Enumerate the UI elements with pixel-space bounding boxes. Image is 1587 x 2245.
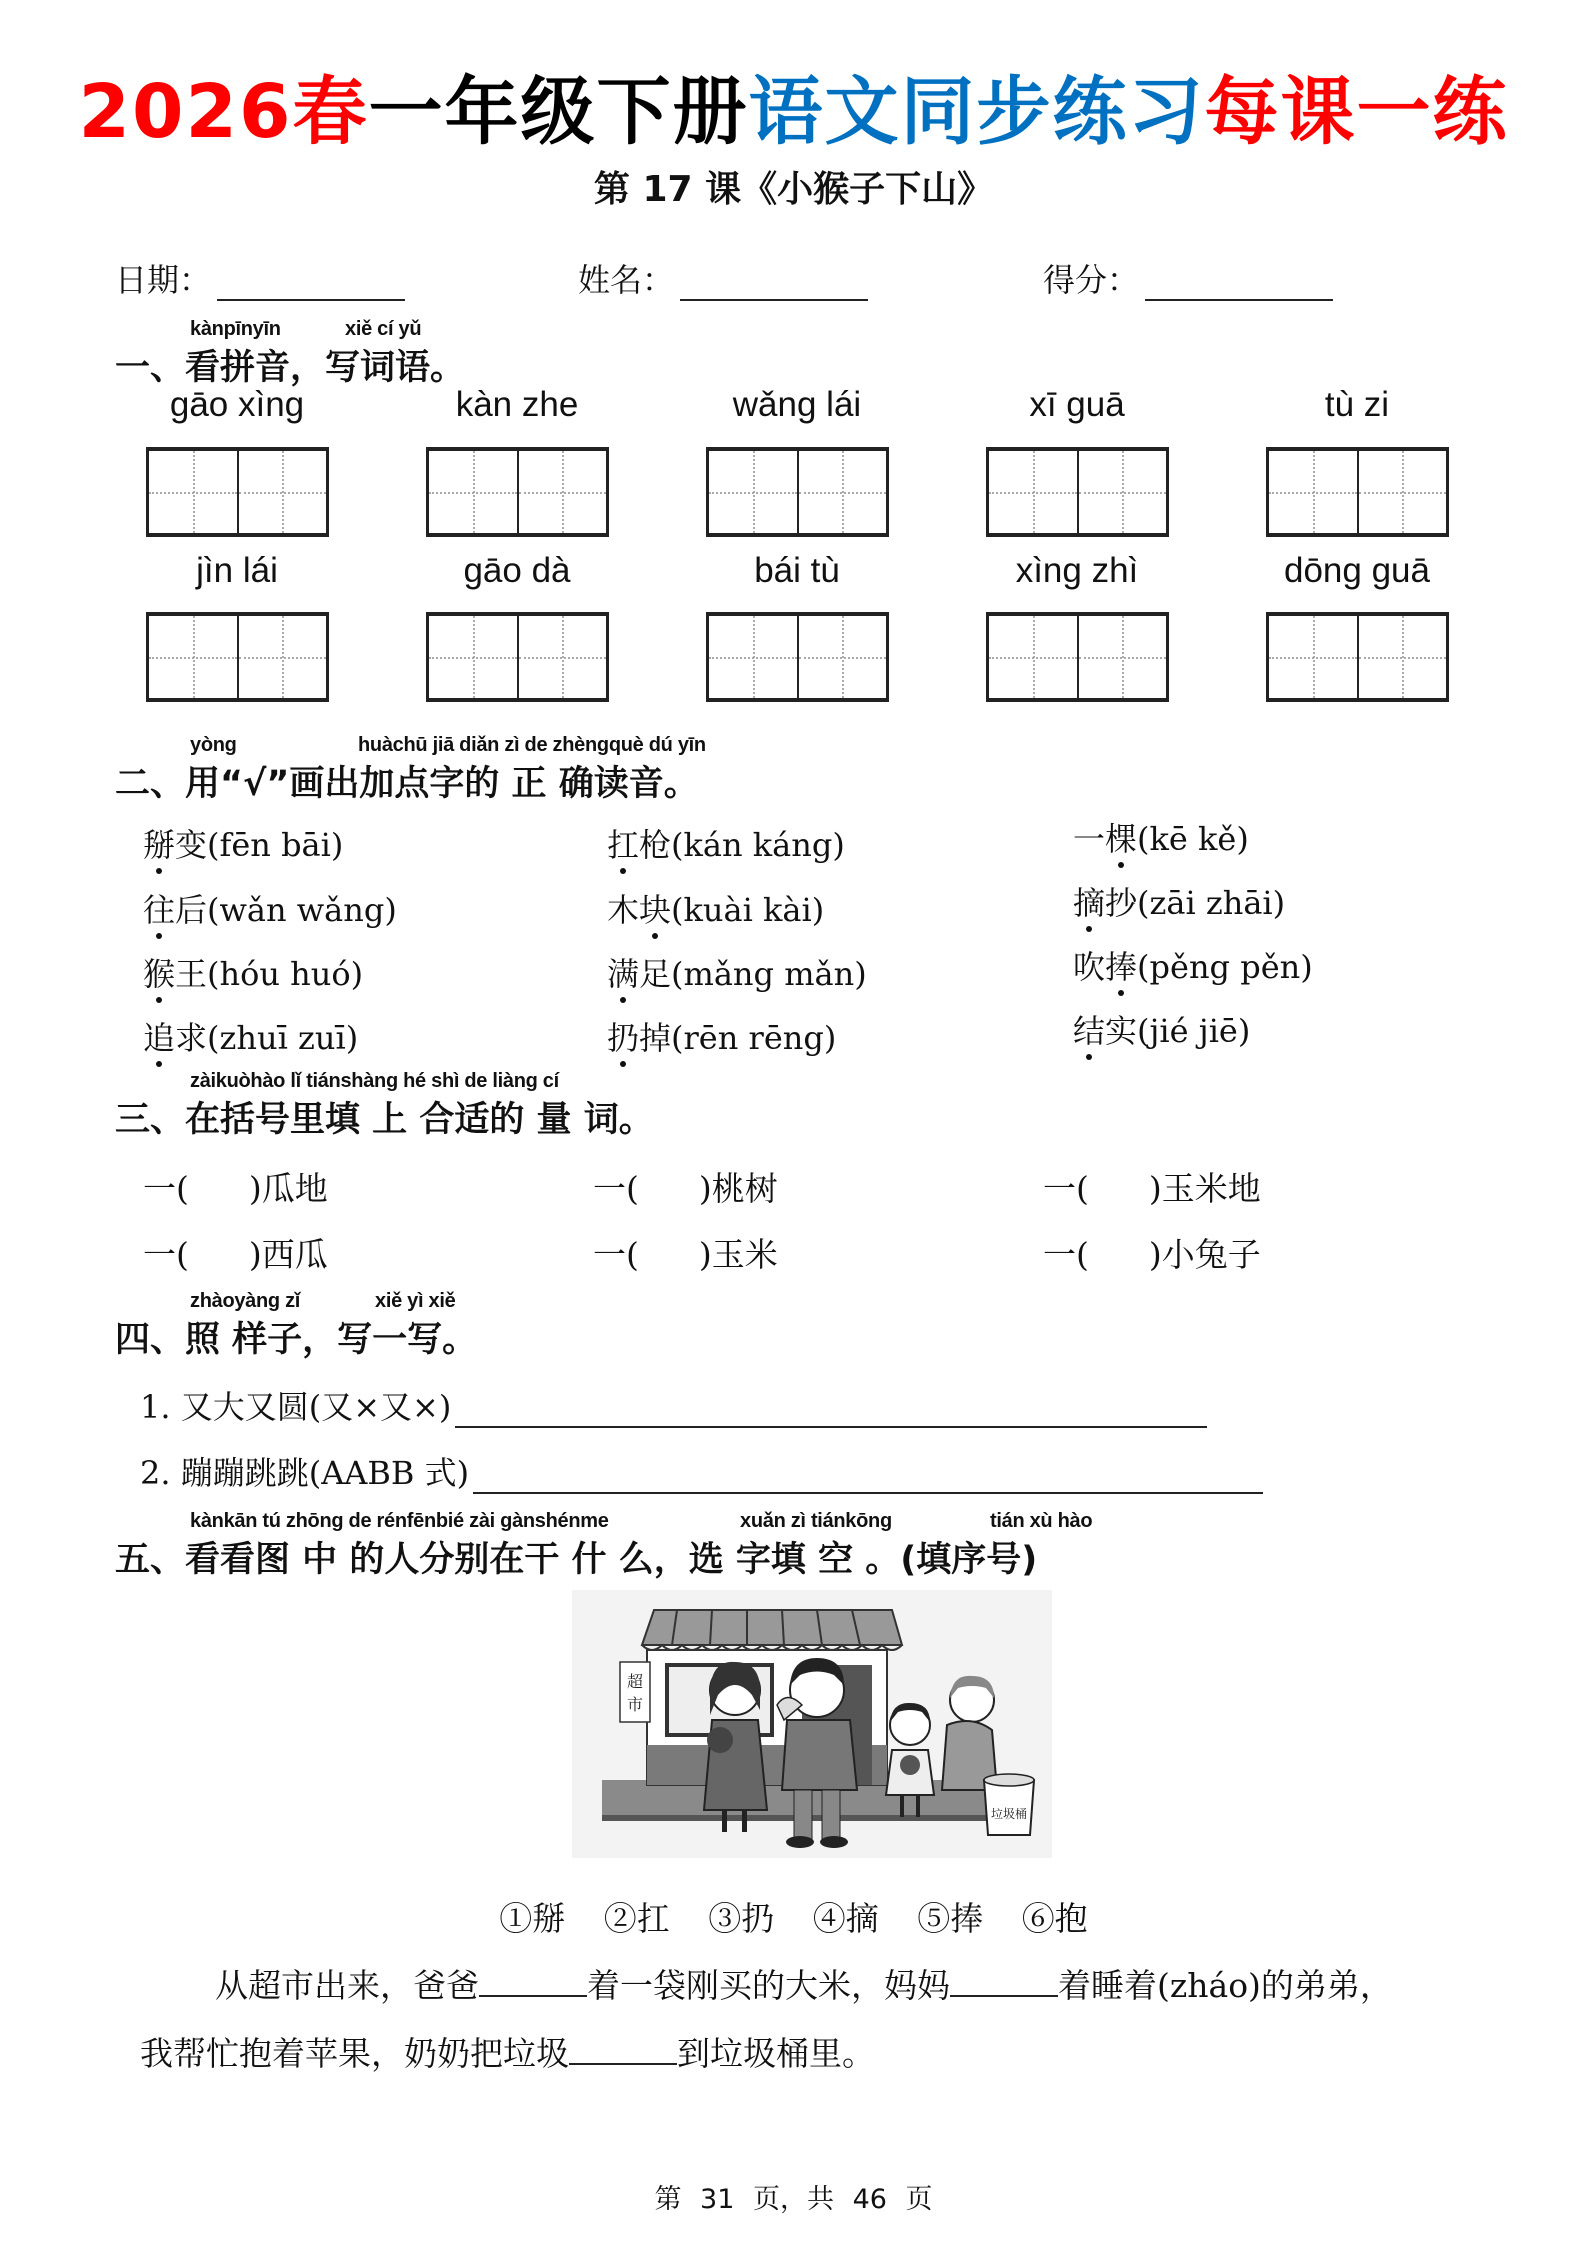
pinyin-label: bái tù [754, 551, 840, 590]
pronunciation-item[interactable]: 满足(mǎng mǎn) [607, 949, 867, 995]
dotted-char: 捧 [1105, 942, 1137, 988]
answer-line[interactable] [473, 1458, 1263, 1494]
pinyin-label: xī guā [1029, 385, 1125, 424]
pronunciation-item[interactable]: 猴王(hóu huó) [143, 949, 363, 995]
pattern-item-2: 2. 蹦蹦跳跳(AABB 式) [140, 1448, 1263, 1494]
writing-box[interactable] [986, 447, 1169, 537]
writing-box[interactable] [146, 447, 329, 537]
dotted-char: 掰 [143, 820, 175, 866]
section2-pinyin-b: huàchū jiā diǎn zì de zhèngquè dú yīn [358, 734, 706, 756]
score-field[interactable] [1043, 255, 1333, 301]
svg-text:市: 市 [626, 1695, 644, 1714]
section1-heading [115, 318, 715, 388]
shop-sign-text: 超 [626, 1672, 644, 1691]
title-part-series: 每课一练 [1204, 69, 1509, 155]
dotted-char: 结 [1073, 1006, 1105, 1052]
option-6: ⑥抱 [1021, 1899, 1088, 1938]
dotted-char: 扛 [607, 820, 639, 866]
pronunciation-item[interactable]: 结实(jié jiē) [1073, 1006, 1250, 1052]
section1-pinyin-b: xiě cí yǔ [345, 318, 422, 340]
dotted-char: 追 [143, 1013, 175, 1059]
fill-blank-1[interactable] [479, 1965, 587, 1997]
name-label: 姓名： [578, 261, 675, 299]
pronunciation-item[interactable]: 掰变(fēn bāi) [143, 820, 343, 866]
section3-pinyin: zàikuòhào lǐ tiánshàng hé shì de liàng cí [190, 1070, 559, 1092]
pinyin-label: jìn lái [196, 551, 278, 590]
title-part-year: 2026春 [78, 69, 369, 155]
title-part-grade: 一年级下册 [368, 69, 749, 155]
pinyin-label: kàn zhe [455, 385, 579, 424]
measure-word-item[interactable]: 一( )玉米 [593, 1235, 778, 1274]
pinyin-label: gāo xìng [169, 385, 305, 424]
pronunciation-item[interactable]: 追求(zhuī zuī) [143, 1013, 358, 1059]
section5-pinyin-a: kànkān tú zhōng de rénfēnbié zài gànshénme [190, 1510, 609, 1532]
pronunciation-item[interactable]: 往后(wǎn wǎng) [143, 885, 397, 931]
measure-word-item[interactable]: 一( )桃树 [593, 1169, 778, 1208]
date-label: 日期： [115, 261, 212, 299]
lesson-subtitle: 第 17 课《小猴子下山》 [593, 169, 994, 210]
dotted-char: 棵 [1105, 814, 1137, 860]
dotted-char: 往 [143, 885, 175, 931]
section5-pinyin-c: tián xù hào [990, 1510, 1093, 1532]
section4-heading [115, 1290, 715, 1360]
writing-box[interactable] [426, 447, 609, 537]
title-part-subject: 语文同步练习 [748, 69, 1205, 155]
name-blank[interactable] [680, 261, 868, 301]
option-4: ④摘 [812, 1899, 879, 1938]
fill-blank-2[interactable] [950, 1965, 1058, 1997]
option-1: ①掰 [499, 1899, 566, 1938]
fill-blank-3[interactable] [569, 2033, 677, 2065]
pronunciation-item[interactable]: 木块(kuài kài) [607, 885, 824, 931]
pinyin-label: gāo dà [463, 551, 571, 590]
writing-box[interactable] [706, 612, 889, 702]
pronunciation-item[interactable]: 吹捧(pěng pěn) [1073, 942, 1313, 988]
student-info-row [115, 255, 1475, 305]
worksheet-title [0, 62, 1587, 162]
answer-line[interactable] [455, 1392, 1207, 1428]
section5-title: 五、看看图 中 的人分别在干 什 么，选 字填 空 。(填序号) [115, 1540, 1038, 1580]
section3-title: 三、在括号里填 上 合适的 量 词。 [115, 1100, 654, 1140]
dotted-char: 块 [639, 885, 671, 931]
section4-pinyin-a: zhàoyàng zǐ [190, 1290, 301, 1312]
page-number: 第 31 页，共 46 页 [654, 2184, 933, 2215]
score-blank[interactable] [1145, 261, 1333, 301]
writing-box[interactable] [1266, 447, 1449, 537]
section1-pinyin-a: kànpīnyīn [190, 318, 281, 340]
writing-box[interactable] [986, 612, 1169, 702]
section4-pinyin-b: xiě yì xiě [375, 1290, 456, 1312]
fill-in-paragraph-line-2: 我帮忙抱着苹果，奶奶把垃圾 到垃圾桶里。 [140, 2034, 875, 2073]
date-blank[interactable] [217, 261, 405, 301]
dotted-char: 扔 [607, 1013, 639, 1059]
section2-title: 二、用“√”画出加点字的 正 确读音。 [115, 764, 699, 804]
pronunciation-item[interactable]: 扔掉(rēn rēng) [607, 1013, 836, 1059]
pinyin-label: wǎng lái [732, 385, 862, 424]
dotted-char: 满 [607, 949, 639, 995]
measure-word-item[interactable]: 一( )西瓜 [143, 1235, 328, 1274]
section3-heading [115, 1070, 1015, 1140]
option-2: ②扛 [603, 1899, 670, 1938]
date-field[interactable] [115, 255, 405, 301]
writing-box[interactable] [426, 612, 609, 702]
pinyin-label: xìng zhì [1015, 551, 1139, 590]
section2-heading [115, 734, 1015, 804]
writing-box[interactable] [706, 447, 889, 537]
illustration-svg [572, 1590, 1052, 1858]
dotted-char: 摘 [1073, 878, 1105, 924]
writing-box[interactable] [1266, 612, 1449, 702]
pinyin-label: dōng guā [1284, 551, 1430, 590]
writing-box[interactable] [146, 612, 329, 702]
dotted-char: 猴 [143, 949, 175, 995]
pronunciation-item[interactable]: 摘抄(zāi zhāi) [1073, 878, 1285, 924]
character-options [0, 1893, 1587, 1940]
measure-word-item[interactable]: 一( )瓜地 [143, 1169, 328, 1208]
section5-pinyin-b: xuǎn zì tiánkōng [740, 1510, 892, 1532]
section1-title: 一、看拼音，写词语。 [115, 348, 466, 388]
measure-word-item[interactable]: 一( )小兔子 [1043, 1235, 1261, 1274]
pattern-item-1: 1. 又大又圆(又×又×) [140, 1382, 1207, 1428]
pinyin-label: tù zi [1324, 385, 1390, 424]
measure-word-item[interactable]: 一( )玉米地 [1043, 1169, 1261, 1208]
section4-title: 四、照 样子，写一写。 [115, 1320, 478, 1360]
option-5: ⑤捧 [917, 1899, 984, 1938]
section2-pinyin-a: yòng [190, 734, 237, 756]
section5-heading [115, 1510, 1315, 1580]
trash-bin-label: 垃圾桶 [990, 1807, 1028, 1821]
option-3: ③扔 [708, 1899, 775, 1938]
score-label: 得分： [1043, 261, 1140, 299]
pronunciation-item[interactable]: 扛枪(kán káng) [607, 820, 845, 866]
family-supermarket-illustration [572, 1590, 1052, 1858]
name-field[interactable] [578, 255, 868, 301]
pronunciation-item[interactable]: 一棵(kē kě) [1073, 814, 1249, 860]
fill-in-paragraph-line-1: 从超市出来，爸爸 着一袋刚买的大米，妈妈 着睡着(zháo)的弟弟， [215, 1966, 1393, 2005]
